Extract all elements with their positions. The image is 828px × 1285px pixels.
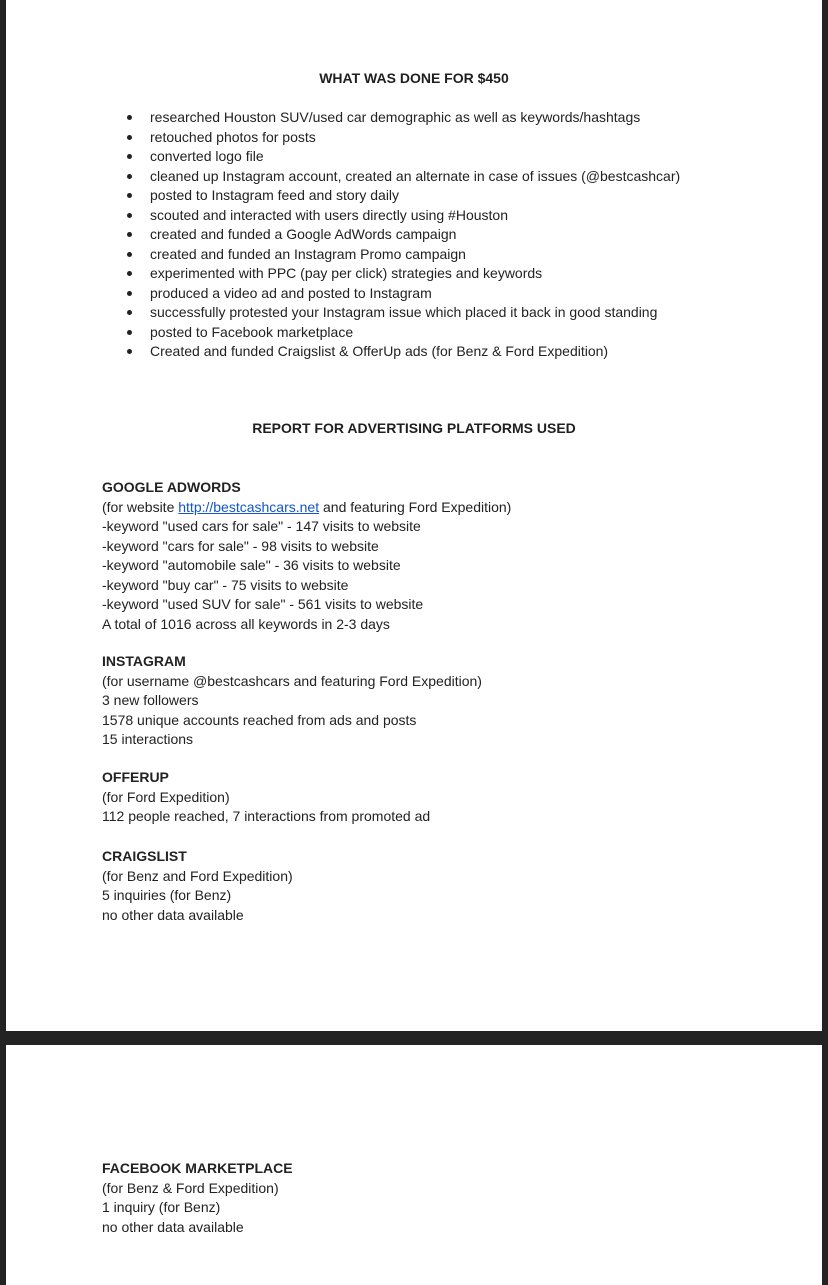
section-line: 112 people reached, 7 interactions from promoted ad [102, 808, 431, 824]
bullet-icon [127, 291, 132, 296]
keyword-line: -keyword "automobile sale" - 36 visits to website [102, 557, 401, 573]
section-offerup [102, 768, 430, 827]
section-line: (for Ford Expedition) [102, 788, 230, 805]
document-page-1 [6, 0, 822, 1031]
list-item: researched Houston SUV/used car demographic as well as keywords/hashtags [126, 108, 680, 128]
section-heading: OFFERUP [102, 769, 169, 785]
section-line: 15 interactions [102, 731, 194, 747]
keyword-line: -keyword "cars for sale" - 98 visits to website [102, 537, 379, 554]
website-link[interactable]: http://bestcashcars.net [178, 498, 320, 515]
bullet-icon [127, 330, 132, 335]
bullet-icon [127, 174, 132, 179]
list-item: created and funded an Instagram Promo campaign [126, 245, 680, 265]
section-line: 3 new followers [102, 692, 199, 708]
section-line: (for Benz and Ford Expedition) [102, 867, 293, 884]
bullet-icon [127, 310, 132, 315]
section-google-adwords [102, 478, 511, 634]
section-line: no other data available [102, 906, 244, 923]
keyword-line: -keyword "used cars for sale" - 147 visits to website [102, 518, 421, 534]
bullet-icon [127, 154, 132, 159]
section-heading: GOOGLE ADWORDS [102, 479, 241, 495]
list-item: cleaned up Instagram account, created an alternate in case of issues (@bestcashcar) [126, 167, 680, 187]
list-item: created and funded a Google AdWords campaign [126, 225, 680, 245]
section-line: 1578 unique accounts reached from ads and posts [102, 711, 417, 728]
bullet-icon [127, 135, 132, 140]
total-line: A total of 1016 across all keywords in 2-3 days [102, 615, 390, 632]
section-line: 1 inquiry (for Benz) [102, 1199, 221, 1215]
bullet-icon [127, 193, 132, 198]
bullet-icon [127, 232, 132, 237]
document-page-2 [6, 1045, 822, 1285]
section-heading: FACEBOOK MARKETPLACE [102, 1160, 293, 1176]
title-report: REPORT FOR ADVERTISING PLATFORMS USED [252, 420, 576, 436]
section-instagram [102, 652, 482, 750]
list-item: scouted and interacted with users directly using #Houston [126, 206, 680, 226]
section-facebook-marketplace [102, 1159, 293, 1237]
section-line: (for Benz & Ford Expedition) [102, 1179, 279, 1196]
section-line: (for username @bestcashcars and featuring Ford Expedition) [102, 672, 482, 689]
list-item: experimented with PPC (pay per click) strategies and keywords [126, 264, 680, 284]
list-item: produced a video ad and posted to Instagram [126, 284, 680, 304]
keyword-line: -keyword "buy car" - 75 visits to website [102, 576, 349, 593]
bullet-icon [127, 271, 132, 276]
keyword-line: -keyword "used SUV for sale" - 561 visits to website [102, 596, 424, 612]
list-item: posted to Facebook marketplace [126, 323, 680, 343]
bullet-icon [127, 213, 132, 218]
list-item: converted logo file [126, 147, 680, 167]
list-item: posted to Instagram feed and story daily [126, 186, 680, 206]
bullet-icon [127, 349, 132, 354]
section-craigslist [102, 847, 293, 925]
google-intro: (for website http://bestcashcars.net and featuring Ford Expedition) [102, 498, 512, 515]
list-item: retouched photos for posts [126, 128, 680, 148]
bullet-icon [127, 115, 132, 120]
section-heading: INSTAGRAM [102, 653, 186, 669]
list-item: Created and funded Craigslist & OfferUp ads (for Benz & Ford Expedition) [126, 342, 680, 362]
section-line: 5 inquiries (for Benz) [102, 887, 232, 903]
section-line: no other data available [102, 1218, 244, 1235]
list-item: successfully protested your Instagram issue which placed it back in good standing [126, 303, 680, 323]
task-list [126, 108, 680, 362]
title-what-was-done: WHAT WAS DONE FOR $450 [319, 70, 509, 86]
section-heading: CRAIGSLIST [102, 848, 187, 864]
bullet-icon [127, 252, 132, 257]
